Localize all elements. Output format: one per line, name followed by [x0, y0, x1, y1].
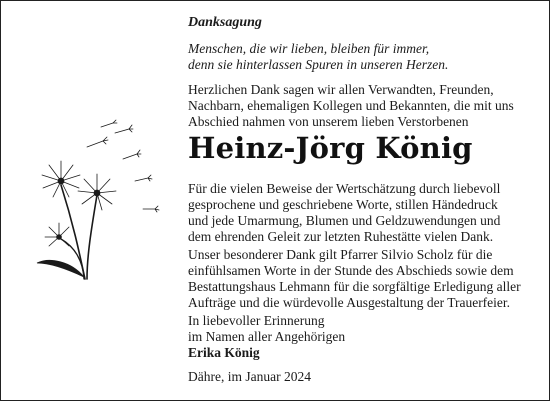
motto-line: Menschen, die wir lieben, bleiben für immer,: [188, 41, 430, 56]
text-line: Unser besonderer Dank gilt Pfarrer Silvio Scholz für die: [188, 247, 493, 262]
text-line: Für die vielen Beweise der Wertschätzung durch liebevoll: [188, 181, 501, 196]
text-line: einfühlsamen Worte in der Stunde des Abschieds sowie dem: [188, 263, 514, 278]
closing-line: In liebevoller Erinnerung: [188, 313, 325, 328]
signer-name: Erika König: [188, 345, 260, 360]
text-line: und jede Umarmung, Blumen und Geldzuwendungen und: [188, 213, 501, 228]
text-line: Herzlichen Dank sagen wir allen Verwandten, Freunden,: [188, 82, 494, 97]
notice-heading: Danksagung: [188, 15, 262, 30]
text-line: Nachbarn, ehemaligen Kollegen und Bekannten, die mit uns: [188, 98, 514, 113]
deceased-name: Heinz-Jörg König: [188, 131, 473, 165]
closing-block: [188, 313, 345, 361]
text-line: Bestattungshaus Lehmann für die sorgfältige Erledigung aller: [188, 279, 521, 294]
special-thanks-paragraph: [188, 247, 521, 311]
text-line: dem ehrenden Geleit zur letzten Ruhestätte vielen Dank.: [188, 229, 494, 244]
thanks-paragraph: [188, 181, 500, 245]
intro-paragraph: [188, 82, 514, 130]
motto-line: denn sie hinterlassen Spuren in unseren Herzen.: [188, 57, 449, 72]
place-date: Dähre, im Januar 2024: [188, 369, 311, 384]
closing-line: im Namen aller Angehörigen: [188, 329, 346, 344]
text-line: gesprochene und geschriebene Worte, stillen Händedruck: [188, 197, 498, 212]
text-line: Abschied nahmen von unserem lieben Verstorbenen: [188, 114, 469, 129]
text-line: Aufträge und die würdevolle Ausgestaltung der Trauerfeier.: [188, 295, 511, 310]
motto-quote: [188, 41, 448, 73]
dandelion-icon: [27, 111, 167, 281]
